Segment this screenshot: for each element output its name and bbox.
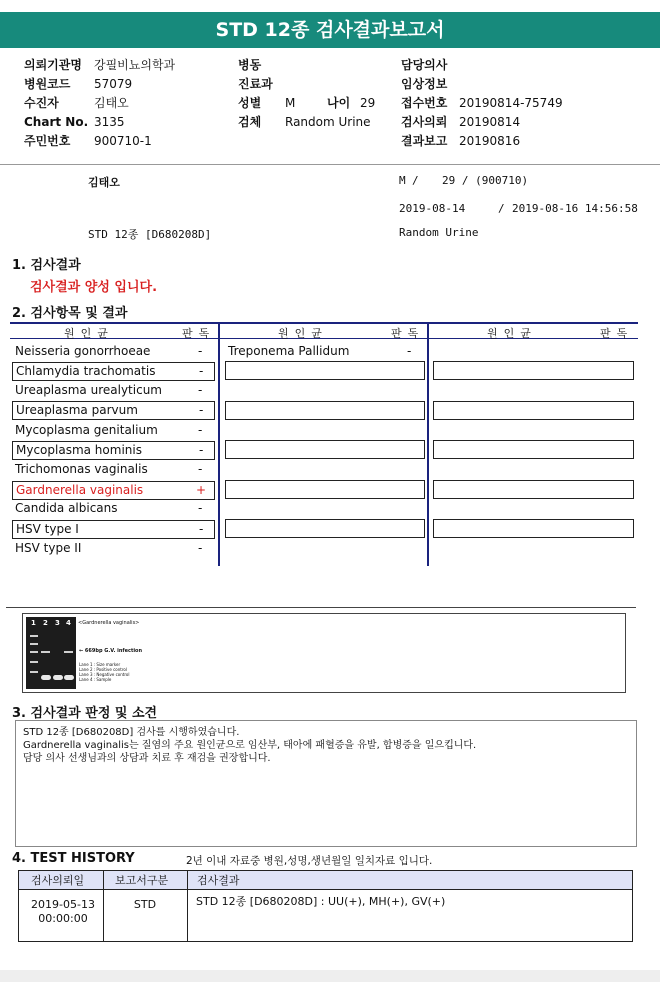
age-value: 29: [360, 96, 376, 110]
gel-electrophoresis-image: 1 2 3 4: [26, 617, 76, 689]
header-row-report-date: 결과보고 20190816: [401, 134, 521, 148]
history-table: [18, 870, 633, 942]
empty-cell: [433, 401, 634, 420]
header-row-clinical-info: 임상정보: [401, 77, 448, 91]
request-date: 2019-08-14: [399, 202, 466, 215]
header-row-institution: 의뢰기관명 강필비뇨의학과: [24, 58, 176, 72]
col2-judgement-header: 판독: [391, 327, 425, 340]
report-datetime: 2019-08-16 14:56:58: [512, 202, 638, 215]
empty-cell: [433, 440, 634, 459]
empty-cell: [225, 401, 425, 420]
section3-title: 3. 검사결과 판정 및 소견: [12, 706, 158, 721]
gel-legend-item: Lane 4 : Sample: [79, 677, 112, 682]
specimen-value: Random Urine: [285, 115, 371, 129]
col1-judgement-header: 판독: [182, 327, 216, 340]
result-row: Mycoplasma hominis -: [12, 441, 215, 460]
section2-title: 2. 검사항목 및 결과: [12, 306, 128, 321]
result-row: Neisseria gonorrhoeae -: [15, 344, 203, 358]
age-label: 나이: [327, 96, 351, 110]
opinion-line: STD 12종 [D680208D] 검사를 시행하였습니다.: [23, 727, 240, 738]
specimen-label: 검체: [238, 115, 262, 129]
dept-label: 진료과: [238, 77, 273, 91]
specimen-summary: Random Urine: [399, 226, 479, 239]
gel-legend-item: Lane 3 : Negative control: [79, 672, 130, 677]
header-col2: [238, 56, 375, 132]
result-row: Treponema Pallidum -: [228, 344, 412, 358]
empty-cell: [225, 440, 425, 459]
history-header-date: 검사의뢰일: [31, 874, 85, 887]
result-row: HSV type II -: [15, 541, 203, 555]
section4-title: 4. TEST HISTORY: [12, 851, 135, 866]
patient-sex: M: [399, 174, 406, 187]
history-table-header: [19, 871, 632, 890]
patient-age-dob: 29 / (900710): [442, 174, 529, 187]
header-divider: [0, 164, 660, 165]
empty-cell: [433, 480, 634, 499]
col3-judgement-header: 판독: [600, 327, 634, 340]
header-row-chart-no: Chart No. 3135: [24, 115, 125, 129]
col2-pathogen-header: 원인균: [278, 327, 328, 340]
date-slash: /: [498, 202, 505, 215]
empty-cell: [433, 519, 634, 538]
patient-slash: /: [412, 174, 419, 187]
header-row-receipt-no: 접수번호 20190814-75749: [401, 96, 563, 110]
results-grid-header: [10, 322, 638, 339]
history-time: 00:00:00: [38, 912, 88, 925]
header-row-resident-no: 주민번호 900710-1: [24, 134, 152, 148]
result-row: Chlamydia trachomatis -: [12, 362, 215, 381]
grid-separator-1: [218, 322, 220, 566]
history-result: STD 12종 [D680208D] : UU(+), MH(+), GV(+): [196, 895, 446, 908]
opinion-line: Gardnerella vaginalis는 질염의 주요 원인균으로 임산부, 태아에 패혈증을 유발, 합병증을 일으킵니다.: [23, 740, 477, 751]
grid-bottom-divider: [6, 607, 636, 608]
empty-cell: [225, 519, 425, 538]
overall-result: 검사결과 양성 입니다.: [30, 280, 158, 295]
history-col-sep: [187, 871, 188, 941]
empty-cell: [225, 361, 425, 380]
history-date: 2019-05-13: [31, 898, 95, 911]
header-col1: [24, 56, 175, 151]
grid-separator-2: [427, 322, 429, 566]
result-row: Candida albicans -: [15, 501, 203, 515]
opinion-box: [15, 720, 637, 847]
history-header-result: 검사결과: [197, 874, 240, 887]
sex-value: M: [285, 96, 296, 110]
history-header-type: 보고서구분: [115, 874, 169, 887]
report-title: STD 12종 검사결과보고서: [0, 12, 660, 48]
history-col-sep: [103, 871, 104, 941]
result-row: Trichomonas vaginalis -: [15, 462, 203, 476]
sex-label: 성별: [238, 96, 262, 110]
empty-cell: [225, 480, 425, 499]
header-col3: [401, 56, 563, 151]
ward-label: 병동: [238, 58, 262, 72]
empty-cell: [433, 361, 634, 380]
result-row: Mycoplasma genitalium -: [15, 423, 203, 437]
section1-title: 1. 검사결과: [12, 258, 81, 273]
opinion-line: 담당 의사 선생님과의 상담과 치료 후 재검을 권장합니다.: [23, 753, 271, 764]
gel-arrow-label: ← 669bp G.V. infection: [79, 648, 143, 654]
result-row: HSV type I -: [12, 520, 215, 539]
history-type: STD: [133, 898, 157, 911]
gel-image-panel: [22, 613, 626, 693]
result-row: Ureaplasma parvum -: [12, 401, 215, 420]
result-row: Ureaplasma urealyticum -: [15, 383, 203, 397]
col3-pathogen-header: 원인균: [487, 327, 537, 340]
result-row-positive: Gardnerella vaginalis +: [12, 481, 215, 500]
header-row-hospital-code: 병원코드 57079: [24, 77, 133, 91]
header-row-doctor: 담당의사: [401, 58, 448, 72]
history-note: 2년 이내 자료중 병원,성명,생년월일 일치자료 입니다.: [186, 855, 433, 867]
gel-legend-item: Lane 1 : Size marker: [79, 662, 121, 667]
gel-legend-item: Lane 2 : Positive control: [79, 667, 127, 672]
test-code: STD 12종 [D680208D]: [88, 228, 212, 241]
col1-pathogen-header: 원인균: [64, 327, 114, 340]
patient-name: 김태오: [88, 176, 120, 189]
footer-band: [0, 970, 660, 982]
header-row-patient: 수진자 김태오: [24, 96, 129, 110]
gel-title: <Gardnerella vaginalis>: [78, 620, 140, 626]
header-row-request-date: 검사의뢰 20190814: [401, 115, 521, 129]
